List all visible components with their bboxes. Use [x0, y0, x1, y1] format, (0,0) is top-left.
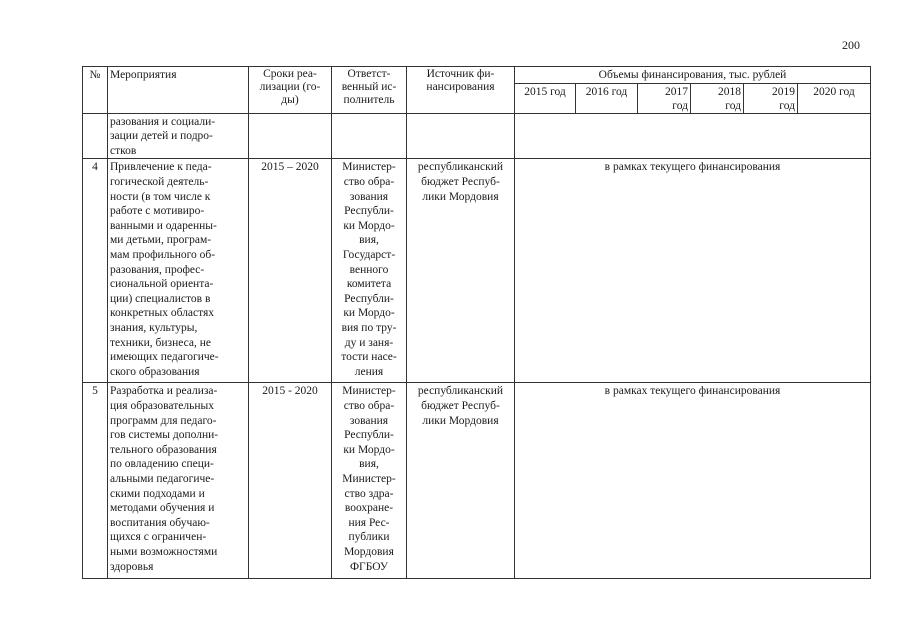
row-source: республиканский бюджет Респуб- лики Мордовия	[407, 383, 515, 579]
row-executor	[332, 113, 407, 159]
row-event: Разработка и реализа- ция образовательных программ для педаго- гов системы дополни- тельного образования по овладению специ- альными педагогиче- скими подходами и методами обучения и воспитания обучаю- щихся с ограничен- ными возможностями здоровья	[108, 383, 249, 579]
table-row	[83, 113, 871, 159]
header-source: Источник фи- нансирования	[407, 67, 515, 114]
header-row-main	[83, 67, 871, 84]
table-row	[83, 159, 871, 383]
row-source	[407, 113, 515, 159]
row-executor: Министер- ство обра- зования Республи- ки Мордо- вия, Министер- ство здра- воохране- ния Рес- публики Мордовия ФГБОУ	[332, 383, 407, 579]
row-num	[83, 113, 108, 159]
header-year-2018: 2018 год	[691, 83, 744, 113]
table-row	[83, 383, 871, 579]
row-num: 4	[83, 159, 108, 383]
header-year-2015: 2015 год	[515, 83, 576, 113]
row-term	[249, 113, 332, 159]
row-term: 2015 - 2020	[249, 383, 332, 579]
header-executor: Ответст- венный ис- полнитель	[332, 67, 407, 114]
header-terms: Сроки реа- лизации (го- ды)	[249, 67, 332, 114]
row-source: республиканский бюджет Респуб- лики Мордовия	[407, 159, 515, 383]
header-funding: Объемы финансирования, тыс. рублей	[515, 67, 871, 84]
header-year-2017: 2017 год	[638, 83, 691, 113]
header-year-2020: 2020 год	[798, 83, 871, 113]
row-event: Привлечение к педа- гогической деятель- ности (в том числе к работе с мотивиро- ванными и одаренны- ми детьми, програм- мам профильного об- разования, профес- сиональной ориента- ции) специалистов в конкретных областях знания, культуры, техники, бизнеса, не имеющих педагогиче- ского образования	[108, 159, 249, 383]
row-executor: Министер- ство обра- зования Республи- ки Мордо- вия, Государст- венного комитета Республи- ки Мордо- вия по тру- ду и заня- тости насе- ления	[332, 159, 407, 383]
header-events: Мероприятия	[108, 67, 249, 114]
page-number: 200	[842, 38, 860, 52]
funding-plan-table	[82, 66, 871, 579]
header-year-2016: 2016 год	[576, 83, 638, 113]
row-funding: в рамках текущего финансирования	[515, 159, 871, 383]
header-num: №	[83, 67, 108, 114]
row-event: разования и социали- зации детей и подро- стков	[108, 113, 249, 159]
row-funding: в рамках текущего финансирования	[515, 383, 871, 579]
header-year-2019: 2019 год	[744, 83, 798, 113]
row-term: 2015 – 2020	[249, 159, 332, 383]
row-funding	[515, 113, 871, 159]
row-num: 5	[83, 383, 108, 579]
